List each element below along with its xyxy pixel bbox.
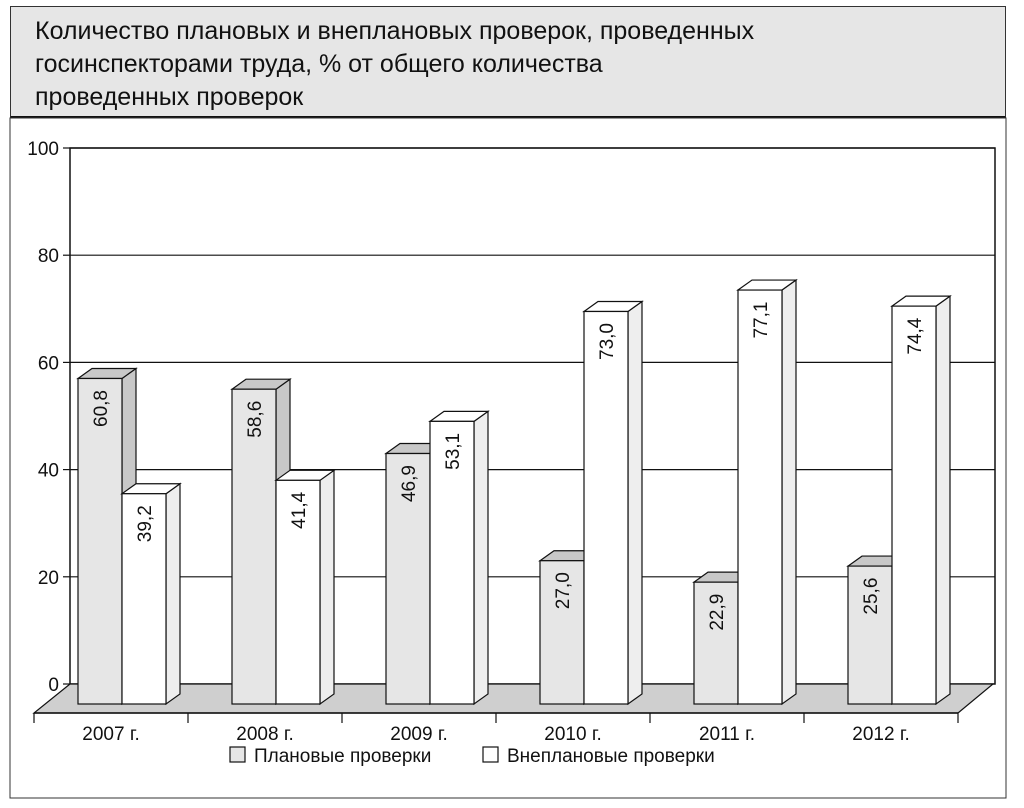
x-tick-label: 2008 г. [236, 724, 294, 745]
bar-value-label: 53,1 [443, 432, 464, 470]
bar-unplanned [892, 306, 936, 704]
y-tick-label: 80 [37, 246, 59, 268]
y-tick-label: 0 [48, 675, 59, 696]
bar-side [782, 280, 796, 704]
legend-label-unplanned: Внеплановые проверки [507, 746, 715, 767]
bar-value-label: 58,6 [245, 400, 266, 438]
x-tick-label: 2009 г. [390, 724, 448, 745]
y-tick-label: 60 [37, 353, 59, 375]
y-tick-label: 40 [37, 460, 59, 482]
x-tick-label: 2010 г. [544, 724, 602, 745]
y-tick-label: 100 [27, 139, 59, 160]
y-tick-label: 20 [37, 567, 59, 589]
bar-value-label: 39,2 [135, 505, 156, 543]
bar-value-label: 22,9 [707, 593, 728, 631]
bar-side [628, 301, 642, 704]
bar-value-label: 25,6 [861, 577, 882, 615]
bar-value-label: 60,8 [91, 389, 112, 427]
x-tick-label: 2007 г. [82, 724, 140, 745]
bar-side [474, 411, 488, 704]
legend-swatch-planned [230, 747, 245, 762]
bar-value-label: 41,4 [289, 491, 310, 529]
bar-side [166, 484, 180, 704]
bar-side [936, 296, 950, 704]
bar-side [320, 470, 334, 704]
bar-value-label: 73,0 [597, 322, 618, 360]
bar-value-label: 46,9 [399, 465, 420, 503]
x-tick-label: 2011 г. [698, 724, 756, 745]
bar-unplanned [584, 311, 628, 704]
x-tick-label: 2012 г. [852, 724, 910, 745]
bar-value-label: 74,4 [905, 317, 926, 355]
bar-value-label: 27,0 [553, 572, 574, 610]
legend-swatch-unplanned [483, 747, 498, 762]
legend-label-planned: Плановые проверки [254, 746, 432, 767]
bar-unplanned [738, 290, 782, 704]
chart-title: Количество плановых и внеплановых проверок, проведенных госинспекторами труда, % от общего количества проведенных проверок [35, 17, 755, 111]
bar-value-label: 77,1 [751, 301, 772, 339]
